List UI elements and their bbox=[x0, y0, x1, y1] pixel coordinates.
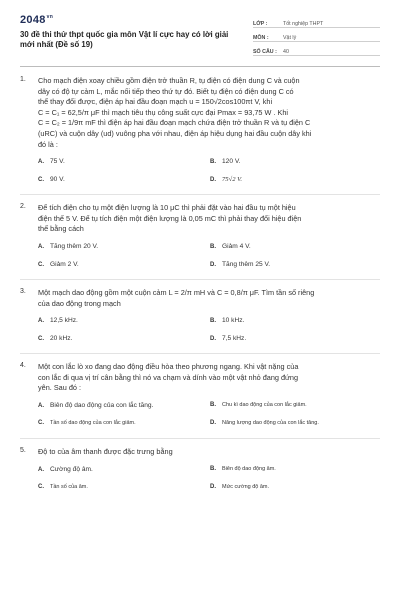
question-number: 4. bbox=[20, 362, 26, 370]
question-3 bbox=[20, 288, 380, 354]
meta-label: SỐ CÂU : bbox=[253, 49, 277, 55]
option-text: Cường độ âm. bbox=[50, 465, 93, 473]
option-text: Tần số dao động của con lắc giảm. bbox=[50, 419, 136, 426]
site-logo[interactable] bbox=[20, 14, 53, 26]
option-letter: B. bbox=[210, 159, 216, 166]
option-c[interactable] bbox=[38, 176, 210, 185]
question-2 bbox=[20, 203, 380, 280]
option-text: 75√2 V. bbox=[222, 176, 242, 184]
option-a[interactable] bbox=[38, 243, 210, 252]
option-d[interactable] bbox=[210, 261, 382, 270]
question-line: thế bằng cách bbox=[38, 224, 84, 234]
question-text bbox=[38, 203, 380, 235]
question-line: điện thế 5 V. Để tụ tích điện một điện lượng là 0,05 mC thì phải thay đổi hiệu điện bbox=[38, 213, 302, 223]
meta-label: MÔN : bbox=[253, 35, 269, 41]
question-text bbox=[38, 362, 380, 394]
option-text: 7,5 kHz. bbox=[222, 335, 247, 343]
question-line: dây có độ tự cảm L, mắc nối tiếp theo thứ tự đó. Biết tụ điện có điện dung C có bbox=[38, 86, 294, 96]
question-line: con lắc đi qua vị trí cân bằng thì nó va chạm và dính vào một vật nhỏ đang đứng bbox=[38, 372, 299, 382]
question-separator bbox=[20, 438, 380, 439]
question-line: Một con lắc lò xo đang dao động điều hòa theo phương ngang. Khi vật nặng của bbox=[38, 362, 299, 372]
page-header bbox=[20, 14, 380, 54]
option-letter: A. bbox=[38, 159, 44, 166]
question-4 bbox=[20, 362, 380, 439]
question-text bbox=[38, 447, 380, 458]
answer-options bbox=[38, 243, 380, 270]
header-divider bbox=[20, 66, 380, 67]
option-a[interactable] bbox=[38, 402, 210, 411]
logo-suffix: vn bbox=[46, 14, 54, 21]
option-text: Tần số của âm. bbox=[50, 483, 88, 490]
exam-meta bbox=[253, 16, 380, 58]
question-text bbox=[38, 76, 380, 150]
option-letter: C. bbox=[38, 483, 44, 490]
option-letter: D. bbox=[210, 177, 216, 184]
answer-options bbox=[38, 317, 380, 344]
option-text: 120 V. bbox=[222, 158, 241, 166]
option-letter: A. bbox=[38, 243, 44, 250]
question-line: C = C₁ = 62,5/π μF thì mạch tiêu thụ công suất cực đại Pmax = 93,75 W . Khi bbox=[38, 107, 289, 117]
question-number: 1. bbox=[20, 76, 26, 83]
option-letter: B. bbox=[210, 465, 216, 472]
option-text: Mức cường độ âm. bbox=[222, 483, 270, 490]
question-number: 3. bbox=[20, 287, 26, 295]
question-line: C = C₂ = 1/9π mF thì điện áp hai đầu đoạn mạch chứa điện trở thuần R và tụ điện C bbox=[38, 118, 311, 128]
option-letter: C. bbox=[38, 419, 44, 426]
option-a[interactable] bbox=[38, 317, 210, 326]
option-letter: D. bbox=[210, 483, 216, 490]
question-line: Để tích điện cho tụ một điện lượng là 10 μC thì phải đặt vào hai đầu tụ một hiệu bbox=[38, 203, 296, 213]
question-line: của dao động trong mạch bbox=[38, 298, 121, 308]
question-line: yên. Sau đó : bbox=[38, 383, 82, 393]
exam-title: 30 đề thi thử thpt quốc gia môn Vật lí cực hay có lời giải mới nhất (Đề số 19) bbox=[20, 30, 229, 49]
answer-options bbox=[38, 466, 380, 493]
option-d[interactable] bbox=[210, 484, 382, 493]
option-letter: B. bbox=[210, 401, 216, 408]
meta-label: LỚP : bbox=[253, 21, 268, 27]
meta-row-class bbox=[253, 16, 380, 28]
option-text: Chu kì dao động của con lắc giảm. bbox=[222, 401, 307, 408]
option-letter: C. bbox=[38, 336, 44, 343]
option-d[interactable] bbox=[210, 420, 382, 429]
answer-options bbox=[38, 402, 380, 429]
option-d[interactable] bbox=[210, 176, 382, 185]
option-text: Giảm 4 V. bbox=[222, 242, 251, 250]
question-separator bbox=[20, 279, 380, 280]
answer-options bbox=[38, 158, 380, 185]
meta-value: Tốt nghiệp THPT bbox=[283, 21, 324, 27]
option-text: Tăng thêm 20 V. bbox=[50, 242, 99, 250]
question-line: đó là : bbox=[38, 139, 58, 149]
option-a[interactable] bbox=[38, 158, 210, 167]
option-text: Năng lượng dao động của con lắc tăng. bbox=[222, 419, 319, 426]
option-letter: A. bbox=[38, 402, 44, 409]
option-b[interactable] bbox=[210, 243, 382, 252]
meta-value: Vật lý bbox=[283, 35, 297, 41]
meta-row-subject bbox=[253, 30, 380, 42]
option-text: Biên độ dao động của con lắc tăng. bbox=[50, 401, 154, 409]
question-line: Độ to của âm thanh được đặc trưng bằng bbox=[38, 446, 173, 456]
option-a[interactable] bbox=[38, 466, 210, 475]
question-line: Một mạch dao động gồm một cuộn cảm L = 2/π mH và C = 0,8/π μF. Tìm tần số riêng bbox=[38, 287, 315, 297]
question-number: 5. bbox=[20, 446, 26, 454]
option-text: Biên độ dao động âm. bbox=[222, 465, 276, 472]
question-number: 2. bbox=[20, 203, 26, 211]
option-text: 75 V. bbox=[50, 158, 65, 166]
option-c[interactable] bbox=[38, 261, 210, 270]
option-letter: A. bbox=[38, 318, 44, 325]
question-line: thể thay đổi được, điện áp hai đầu đoạn mạch u = 150√2cos100πt V, khi bbox=[38, 97, 273, 107]
question-line: Cho mạch điện xoay chiều gồm điện trở thuần R, tụ điện có điện dung C và cuộn bbox=[38, 76, 300, 85]
option-letter: D. bbox=[210, 336, 216, 343]
option-c[interactable] bbox=[38, 335, 210, 344]
option-letter: C. bbox=[38, 177, 44, 184]
question-line: (uRC) và cuộn dây (ud) vuông pha với nhau, điện áp hiệu dụng hai đầu cuộn dây khi bbox=[38, 128, 312, 138]
option-d[interactable] bbox=[210, 335, 382, 344]
option-b[interactable] bbox=[210, 317, 382, 326]
option-letter: D. bbox=[210, 419, 216, 426]
meta-value: 40 bbox=[283, 49, 289, 55]
option-c[interactable] bbox=[38, 484, 210, 493]
question-list bbox=[20, 76, 380, 493]
question-separator bbox=[20, 353, 380, 354]
option-b[interactable] bbox=[210, 402, 382, 411]
option-text: 10 kHz. bbox=[222, 317, 245, 325]
question-separator bbox=[20, 194, 380, 195]
option-letter: B. bbox=[210, 243, 216, 250]
option-letter: D. bbox=[210, 261, 216, 268]
option-c[interactable] bbox=[38, 420, 210, 429]
option-text: Tăng thêm 25 V. bbox=[222, 260, 271, 268]
meta-row-count bbox=[253, 44, 380, 56]
option-b[interactable] bbox=[210, 158, 382, 167]
option-text: 12,5 kHz. bbox=[50, 317, 78, 325]
option-b[interactable] bbox=[210, 466, 382, 475]
option-text: 20 kHz. bbox=[50, 335, 73, 343]
option-text: 90 V. bbox=[50, 176, 65, 184]
option-text: Giảm 2 V. bbox=[50, 260, 79, 268]
question-text bbox=[38, 288, 380, 309]
question-1 bbox=[20, 76, 380, 195]
option-letter: B. bbox=[210, 318, 216, 325]
logo-text: 2048 bbox=[20, 14, 46, 26]
question-5 bbox=[20, 447, 380, 493]
option-letter: C. bbox=[38, 261, 44, 268]
option-letter: A. bbox=[38, 466, 44, 473]
